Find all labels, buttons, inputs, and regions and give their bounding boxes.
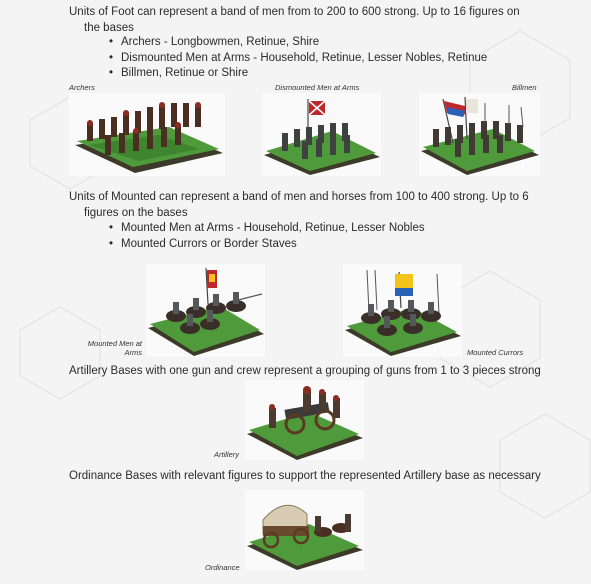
archers-photo	[69, 93, 225, 176]
mounted-currors-photo	[343, 264, 462, 357]
caption-dismounted: Dismounted Men at Arms	[275, 83, 360, 92]
list-item: • Mounted Men at Arms - Household, Retinue, Lesser Nobles	[109, 221, 425, 237]
mounted-intro-line2: figures on the bases	[84, 207, 188, 219]
foot-intro-line2: the bases	[84, 22, 134, 34]
caption-archers: Archers	[69, 83, 95, 92]
ordinance-photo	[245, 490, 364, 570]
mounted-intro-line1: Units of Mounted can represent a band of men and horses from 100 to 400 strong. Up to 6	[69, 191, 529, 203]
caption-mounted-men-line2: Arms	[124, 348, 142, 357]
foot-intro-line1: Units of Foot can represent a band of men from to 200 to 600 strong. Up to 16 figures on	[69, 6, 520, 18]
billmen-photo	[419, 93, 540, 176]
list-item: • Mounted Currors or Border Staves	[109, 237, 425, 253]
list-item: • Dismounted Men at Arms - Household, Retinue, Lesser Nobles, Retinue	[109, 51, 487, 67]
mounted-unit-list	[109, 221, 425, 252]
mounted-men-at-arms-photo	[146, 264, 265, 357]
list-item: • Archers - Longbowmen, Retinue, Shire	[109, 35, 487, 51]
foot-unit-list	[109, 35, 487, 82]
ordinance-text: Ordinance Bases with relevant figures to support the represented Artillery base as necessary	[69, 470, 541, 482]
list-item: • Billmen, Retinue or Shire	[109, 66, 487, 82]
dismounted-photo	[262, 93, 381, 176]
artillery-text: Artillery Bases with one gun and crew represent a grouping of guns from 1 to 3 pieces strong	[69, 365, 541, 377]
caption-billmen: Billmen	[512, 83, 537, 92]
caption-mounted-currors: Mounted Currors	[467, 348, 524, 357]
artillery-photo	[245, 380, 364, 460]
caption-mounted-men-line1: Mounted Men at	[87, 339, 142, 348]
caption-artillery: Artillery	[214, 450, 240, 459]
caption-ordinance: Ordinance	[205, 563, 240, 572]
